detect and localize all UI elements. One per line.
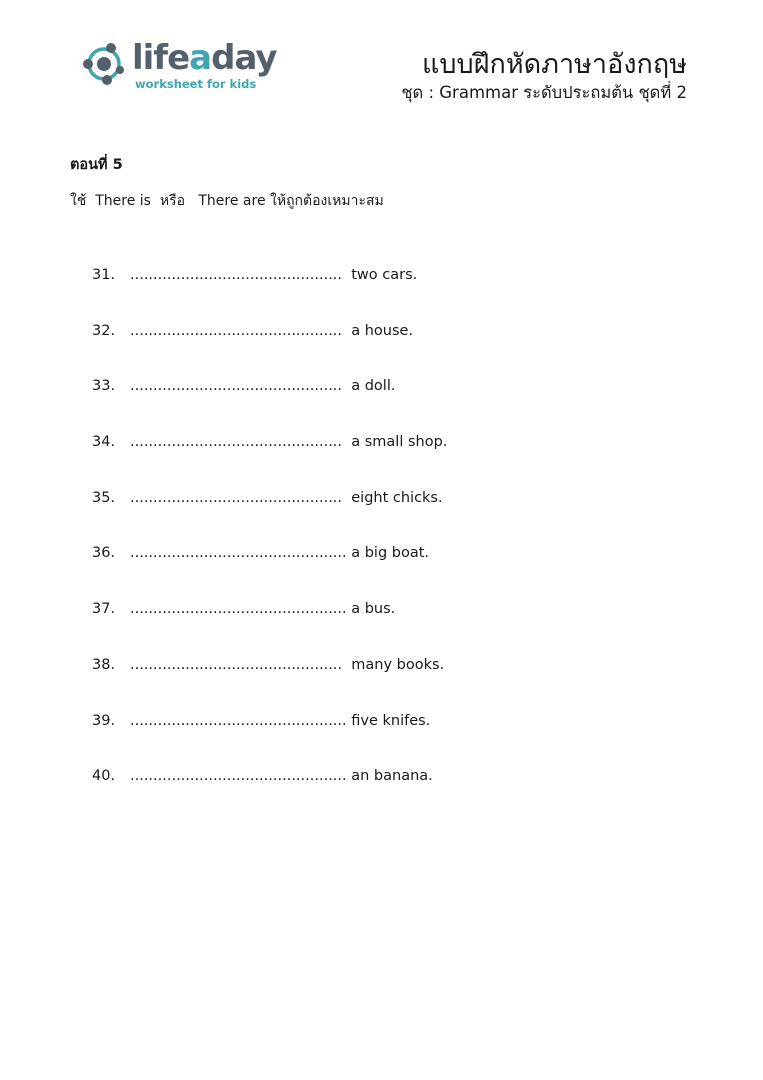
question-number: 36. [92,545,116,562]
question-number: 37. [92,601,116,618]
question-text: .............................................. two cars. [130,267,418,283]
question-text: .............................................. a doll. [130,378,396,395]
question-number: 31. [92,267,116,283]
question-text: .............................................. a house. [130,322,414,339]
section-instruction: ใช้ There is หรือ There are ให้ถูกต้องเหมาะสม [70,193,384,209]
question-number: 39. [92,712,116,729]
question-item [92,655,447,711]
question-item [92,376,447,432]
page-subtitle: ชุด : Grammar ระดับประถมต้น ชุดที่ 2 [401,83,687,102]
question-text: ............................................... five knifes. [130,712,431,729]
question-text: .............................................. a small shop. [130,434,448,451]
question-number: 32. [92,322,116,339]
question-number: 33. [92,378,116,395]
question-text: ............................................... an banana. [130,768,433,785]
logo [82,38,282,94]
question-list [92,265,447,822]
logo-wordmark: lifeaday [132,38,277,78]
question-number: 35. [92,489,116,506]
logo-molecule-icon [82,40,130,88]
logo-tagline: worksheet for kids [135,77,257,91]
question-item [92,432,447,488]
question-text: .............................................. eight chicks. [130,489,443,506]
question-item [92,321,447,377]
question-text: ............................................... a bus. [130,601,396,618]
section-title: ตอนที่ 5 [70,157,123,173]
question-item [92,766,447,822]
question-item [92,488,447,544]
question-number: 34. [92,434,116,451]
header [401,48,687,104]
question-number: 38. [92,656,116,673]
question-number: 40. [92,768,116,785]
question-text: .............................................. many books. [130,656,445,673]
question-item [92,711,447,767]
question-item [92,599,447,655]
question-text: ............................................... a big boat. [130,545,430,562]
question-item [92,265,447,321]
page-title: แบบฝึกหัดภาษาอังกฤษ [422,49,687,80]
question-item [92,543,447,599]
